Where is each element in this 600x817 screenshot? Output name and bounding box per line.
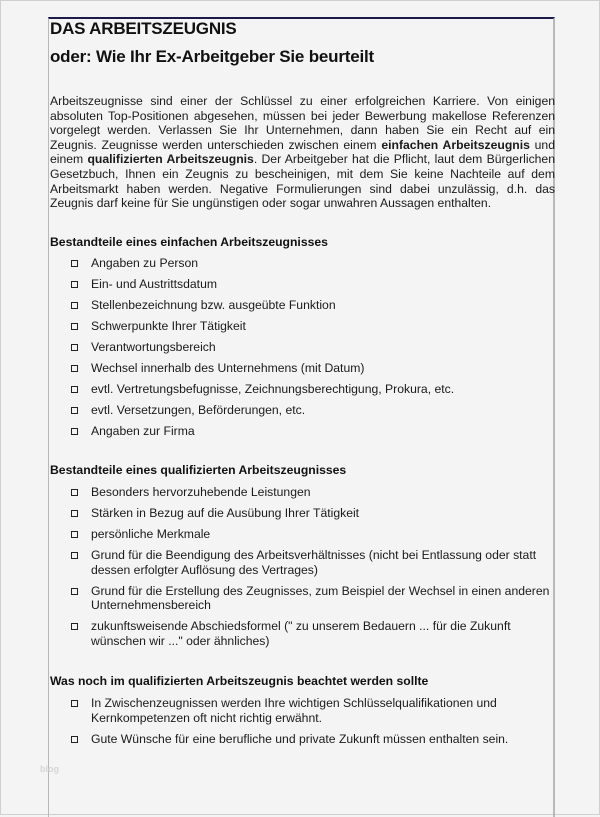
intro-paragraph bbox=[50, 94, 555, 211]
square-bullet-icon bbox=[71, 302, 78, 309]
list-item-text: evtl. Vertretungsbefugnisse, Zeichnungsberechtigung, Prokura, etc. bbox=[91, 381, 455, 396]
list-item-text: Stellenbezeichnung bzw. ausgeübte Funktion bbox=[91, 297, 336, 312]
square-bullet-icon bbox=[71, 552, 78, 559]
list-item bbox=[50, 340, 555, 355]
list-item bbox=[50, 319, 555, 334]
square-bullet-icon bbox=[71, 588, 78, 595]
square-bullet-icon bbox=[71, 531, 78, 538]
list-item-text: zukunftsweisende Abschiedsformel (" zu unserem Bedauern ... für die Zukunft wünschen wir ..." oder ähnliches) bbox=[91, 619, 511, 648]
list-item-text: Schwerpunkte Ihrer Tätigkeit bbox=[91, 318, 246, 333]
list-qualifiziertes bbox=[50, 485, 555, 655]
square-bullet-icon bbox=[71, 510, 78, 517]
list-item-text: Wechsel innerhalb des Unternehmens (mit Datum) bbox=[91, 360, 365, 375]
intro-text-1: Arbeitszeugnisse sind einer der Schlüssel zu einer erfolgreichen Karriere. Von einigen absoluten Top-Positionen abgesehen, müssen bei jeder Bewerbung makellose Referenzen vorgelegt werden. Verlassen Sie Ihr Unternehmen, dann haben Sie ein Recht auf ein Zeugnis. Zeugnisse werden unterschieden zwischen einem bbox=[50, 94, 555, 152]
intro-text-2: und einem bbox=[50, 137, 555, 167]
list-item bbox=[50, 696, 555, 725]
list-item bbox=[50, 506, 555, 521]
section-heading-beachten: Was noch im qualifizierten Arbeitszeugnis beachtet werden sollte bbox=[50, 674, 429, 688]
document-page bbox=[48, 17, 555, 817]
list-item bbox=[50, 527, 555, 542]
list-item-text: Grund für die Beendigung des Arbeitsverhältnisses (nicht bei Entlassung oder statt dessen erfolgter Auflösung des Vertrages) bbox=[91, 547, 537, 577]
list-einfaches bbox=[50, 256, 555, 445]
list-item-text: Grund für die Erstellung des Zeugnisses, zum Beispiel der Wechsel in einen anderen Unternehmensbereich bbox=[91, 583, 550, 613]
square-bullet-icon bbox=[71, 428, 78, 435]
list-item-text: In Zwischenzeugnissen werden Ihre wichtigen Schlüsselqualifikationen und Kernkompetenzen oft nicht richtig erwähnt. bbox=[91, 696, 497, 725]
list-item bbox=[50, 732, 555, 747]
list-item-text: Angaben zur Firma bbox=[91, 423, 195, 438]
list-item bbox=[50, 403, 555, 418]
list-item-text: Stärken in Bezug auf die Ausübung Ihrer Tätigkeit bbox=[91, 505, 360, 520]
square-bullet-icon bbox=[71, 365, 78, 372]
square-bullet-icon bbox=[71, 323, 78, 330]
square-bullet-icon bbox=[71, 623, 78, 630]
square-bullet-icon bbox=[71, 700, 78, 707]
list-item-text: Gute Wünsche für eine berufliche und private Zukunft müssen enthalten sein. bbox=[91, 731, 509, 746]
list-item bbox=[50, 485, 555, 500]
document-subtitle: oder: Wie Ihr Ex-Arbeitgeber Sie beurteilt bbox=[50, 47, 374, 66]
intro-bold-einfaches: einfachen Arbeitszeugnis bbox=[381, 137, 530, 152]
list-item-text: persönliche Merkmale bbox=[91, 526, 211, 541]
list-item-text: Ein- und Austrittsdatum bbox=[91, 276, 217, 291]
intro-bold-qualifiziertes: qualifizierten Arbeitszeugnis bbox=[87, 152, 254, 167]
square-bullet-icon bbox=[71, 344, 78, 351]
square-bullet-icon bbox=[71, 281, 78, 288]
square-bullet-icon bbox=[71, 489, 78, 496]
square-bullet-icon bbox=[71, 386, 78, 393]
list-item bbox=[50, 298, 555, 313]
list-item-text: Besonders hervorzuhebende Leistungen bbox=[91, 485, 311, 499]
list-item-text: Verantwortungsbereich bbox=[91, 339, 216, 354]
list-item bbox=[50, 277, 555, 292]
list-item bbox=[50, 548, 555, 577]
list-item bbox=[50, 256, 555, 271]
square-bullet-icon bbox=[71, 736, 78, 743]
list-item bbox=[50, 361, 555, 376]
square-bullet-icon bbox=[71, 407, 78, 414]
list-item-text: evtl. Versetzungen, Beförderungen, etc. bbox=[91, 402, 306, 417]
list-item-text: Angaben zu Person bbox=[91, 256, 199, 270]
watermark: blog bbox=[40, 764, 59, 774]
list-beachten bbox=[50, 696, 555, 753]
section-heading-qualifiziertes: Bestandteile eines qualifizierten Arbeitszeugnisses bbox=[50, 463, 347, 477]
section-heading-einfaches: Bestandteile eines einfachen Arbeitszeugnisses bbox=[50, 235, 328, 249]
list-item bbox=[50, 382, 555, 397]
document-title: DAS ARBEITSZEUGNIS bbox=[50, 19, 237, 38]
list-item bbox=[50, 619, 555, 648]
list-item bbox=[50, 424, 555, 439]
square-bullet-icon bbox=[71, 260, 78, 267]
intro-text-3: . Der Arbeitgeber hat die Pflicht, laut dem Bürgerlichen Gesetzbuch, Ihnen ein Zeugnis zu bescheinigen, mit dem Sie keine Nachteile auf dem Arbeitsmarkt haben werden. Negative Formulierungen sind dabei unzulässig, d.h. das Zeugnis darf keine für Sie ungünstigen oder sogar unwahren Aussagen enthalten. bbox=[50, 152, 555, 211]
list-item bbox=[50, 584, 555, 613]
